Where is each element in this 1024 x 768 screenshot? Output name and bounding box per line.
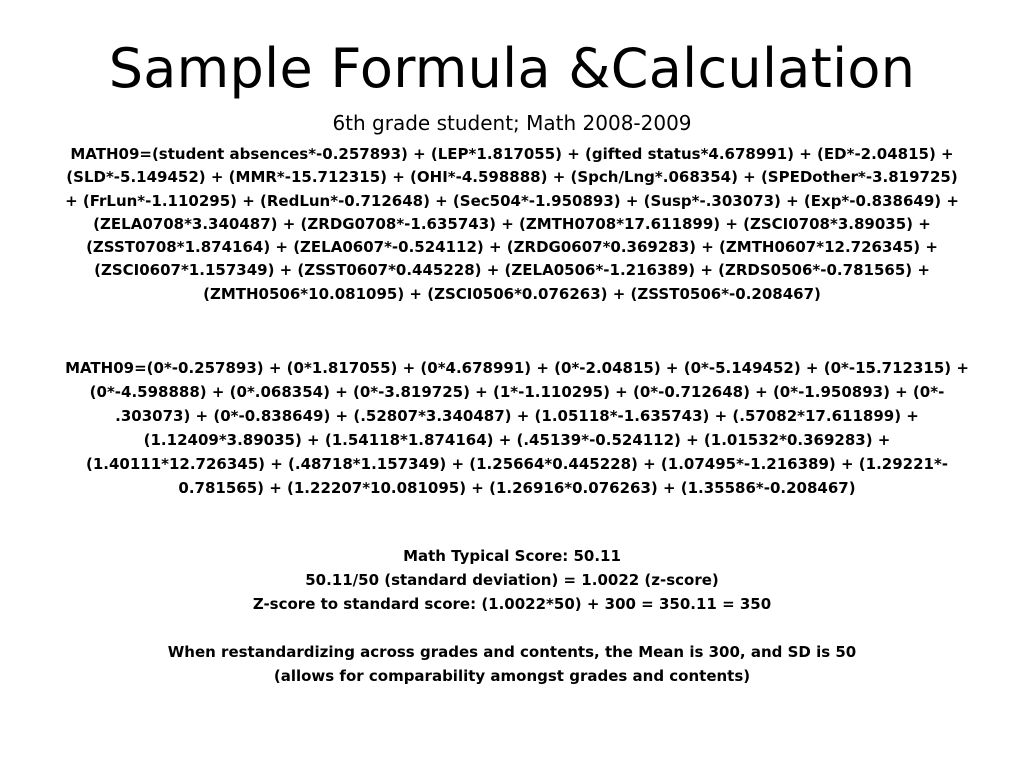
formula-line: (ZSST0708*1.874164) + (ZELA0607*-0.524112) + (ZRDG0607*0.369283) + (ZMTH0607*12.726345) + (86, 238, 938, 257)
substitution-line: .303073) + (0*-0.838649) + (.52807*3.340487) + (1.05118*-1.635743) + (.57082*17.611899) + (115, 407, 919, 425)
formula-line: (ZSCI0607*1.157349) + (ZSST0607*0.445228) + (ZELA0506*-1.216389) + (ZRDS0506*-0.781565) + (94, 261, 930, 280)
substitution-line: (1.40111*12.726345) + (.48718*1.157349) + (1.25664*0.445228) + (1.07495*-1.216389) + (1.29221*- (85, 455, 949, 473)
substitution-line: (1.12409*3.89035) + (1.54118*1.874164) + (.45139*-0.524112) + (1.01532*0.369283) + (143, 431, 891, 449)
z-score-line: 50.11/50 (standard deviation) = 1.0022 (z-score) (305, 571, 719, 589)
slide-title: Sample Formula &Calculation (108, 37, 916, 100)
comparability-note: (allows for comparability amongst grades and contents) (273, 667, 751, 685)
formula-line: MATH09=(student absences*-0.257893) + (LEP*1.817055) + (gifted status*4.678991) + (ED*-2.04815) + (70, 145, 954, 163)
restandardizing-note: When restandardizing across grades and contents, the Mean is 300, and SD is 50 (167, 643, 857, 661)
results-block (20, 544, 1004, 688)
typical-score: Math Typical Score: 50.11 (403, 547, 621, 565)
standard-score-line: Z-score to standard score: (1.0022*50) + 300 = 350.11 = 350 (252, 595, 772, 613)
substitution-line: MATH09=(0*-0.257893) + (0*1.817055) + (0*4.678991) + (0*-2.04815) + (0*-5.149452) + (0*-15.712315) + (65, 359, 969, 377)
slide-subtitle: 6th grade student; Math 2008-2009 (332, 111, 692, 135)
spacer (20, 616, 1004, 640)
formula-line: (ZMTH0506*10.081095) + (ZSCI0506*0.076263) + (ZSST0506*-0.208467) (203, 284, 821, 303)
formula-line: (SLD*-5.149452) + (MMR*-15.712315) + (OHI*-4.598888) + (Spch/Lng*.068354) + (SPEDother*-3.819725) (66, 168, 958, 187)
substitution-block (22, 356, 1012, 500)
substitution-line: 0.781565) + (1.22207*10.081095) + (1.26916*0.076263) + (1.35586*-0.208467) (178, 479, 856, 497)
substitution-line: (0*-4.598888) + (0*.068354) + (0*-3.819725) + (1*-1.110295) + (0*-0.712648) + (0*-1.950893) + (0*- (89, 383, 945, 401)
formula-block (10, 143, 1014, 306)
formula-line: + (FrLun*-1.110295) + (RedLun*-0.712648) + (Sec504*-1.950893) + (Susp*-.303073) + (Exp*-0.838649) + (65, 191, 959, 210)
formula-line: (ZELA0708*3.340487) + (ZRDG0708*-1.635743) + (ZMTH0708*17.611899) + (ZSCI0708*3.89035) + (93, 214, 931, 233)
